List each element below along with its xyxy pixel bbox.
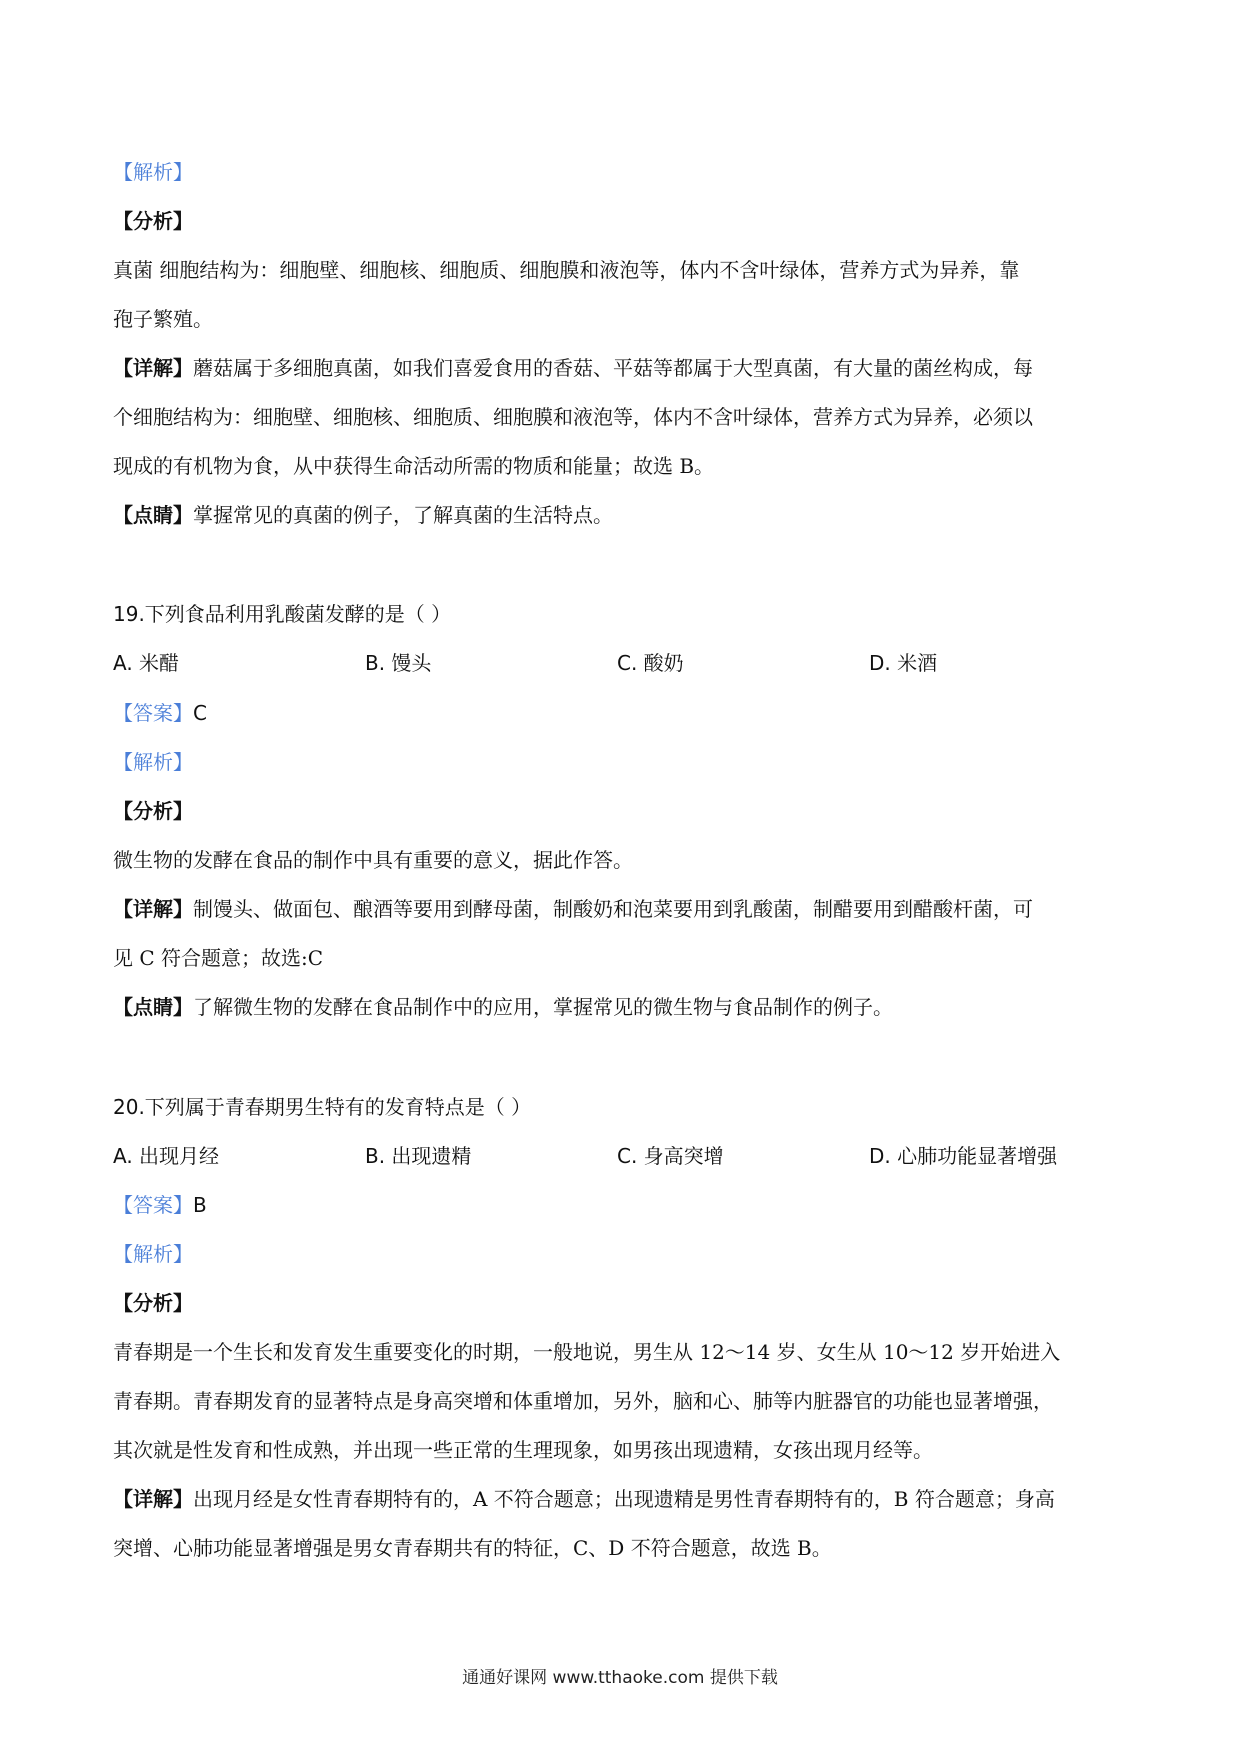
detail-label: 【详解】 <box>113 897 193 921</box>
dianjing-label: 【点睛】 <box>113 995 193 1019</box>
page-footer: 通通好课网 www.tthaoke.com 提供下载 <box>462 1668 778 1688</box>
dianjing-line: 【点睛】了解微生物的发酵在食品制作中的应用，掌握常见的微生物与食品制作的例子。 <box>113 995 893 1019</box>
detail-label: 【详解】 <box>113 1487 193 1511</box>
fenxi-label: 【分析】 <box>113 1291 193 1315</box>
q20-option-a: A. 出现月经 <box>113 1144 220 1168</box>
q20-answer-line <box>113 1192 1133 1218</box>
detail-line: 【详解】制馒头、做面包、酿酒等要用到酵母菌，制酸奶和泡菜要用到乳酸菌，制醋要用到醋酸杆菌，可 <box>113 897 1033 921</box>
q19-option-a: A. 米醋 <box>113 651 180 675</box>
q19-option-b: B. 馒头 <box>365 651 432 675</box>
detail-line: 现成的有机物为食，从中获得生命活动所需的物质和能量；故选 B。 <box>113 454 715 478</box>
analysis-line: 微生物的发酵在食品的制作中具有重要的意义，据此作答。 <box>113 848 633 872</box>
analysis-line: 其次就是性发育和性成熟，并出现一些正常的生理现象，如男孩出现遗精，女孩出现月经等。 <box>113 1438 933 1462</box>
analysis-line: 孢子繁殖。 <box>113 307 213 331</box>
answer-label: 【答案】 <box>113 1193 193 1217</box>
analysis-line: 青春期。青春期发育的显著特点是身高突增和体重增加，另外，脑和心、肺等内脏器官的功能也显著增强， <box>113 1389 1053 1413</box>
dianjing-label: 【点睛】 <box>113 503 193 527</box>
question-19: 19.下列食品利用乳酸菌发酵的是（ ） <box>113 602 452 626</box>
detail-line: 【详解】蘑菇属于多细胞真菌，如我们喜爱食用的香菇、平菇等都属于大型真菌，有大量的菌丝构成，每 <box>113 356 1033 380</box>
q19-option-c: C. 酸奶 <box>617 651 684 675</box>
q20-option-b: B. 出现遗精 <box>365 1144 472 1168</box>
detail-line: 【详解】出现月经是女性青春期特有的，A 不符合题意；出现遗精是男性青春期特有的，B 符合题意；身高 <box>113 1487 1055 1511</box>
detail-line: 突增、心肺功能显著增强是男女青春期共有的特征，C、D 不符合题意，故选 B。 <box>113 1536 832 1560</box>
q19-option-d: D. 米酒 <box>869 651 938 675</box>
q20-option-d: D. 心肺功能显著增强 <box>869 1144 1058 1168</box>
detail-line: 见 C 符合题意；故选:C <box>113 946 324 970</box>
detail-line: 个细胞结构为：细胞壁、细胞核、细胞质、细胞膜和液泡等，体内不含叶绿体，营养方式为异养，必须以 <box>113 405 1033 429</box>
analysis-line: 青春期是一个生长和发育发生重要变化的时期，一般地说，男生从 12～14 岁、女生从 10～12 岁开始进入 <box>113 1340 1061 1364</box>
jiexi-label: 【解析】 <box>113 1242 193 1266</box>
q19-answer: C <box>193 701 207 725</box>
dianjing-line: 【点睛】掌握常见的真菌的例子，了解真菌的生活特点。 <box>113 503 613 527</box>
detail-label: 【详解】 <box>113 356 193 380</box>
jiexi-label: 【解析】 <box>113 160 193 184</box>
question-20: 20.下列属于青春期男生特有的发育特点是（ ） <box>113 1095 532 1119</box>
fenxi-label: 【分析】 <box>113 209 193 233</box>
q20-answer: B <box>193 1193 207 1217</box>
q20-option-c: C. 身高突增 <box>617 1144 724 1168</box>
answer-label: 【答案】 <box>113 701 193 725</box>
analysis-line: 真菌 细胞结构为：细胞壁、细胞核、细胞质、细胞膜和液泡等，体内不含叶绿体，营养方式为异养，靠 <box>113 258 1020 282</box>
fenxi-label: 【分析】 <box>113 799 193 823</box>
jiexi-label: 【解析】 <box>113 750 193 774</box>
q19-answer-line <box>113 700 1133 726</box>
